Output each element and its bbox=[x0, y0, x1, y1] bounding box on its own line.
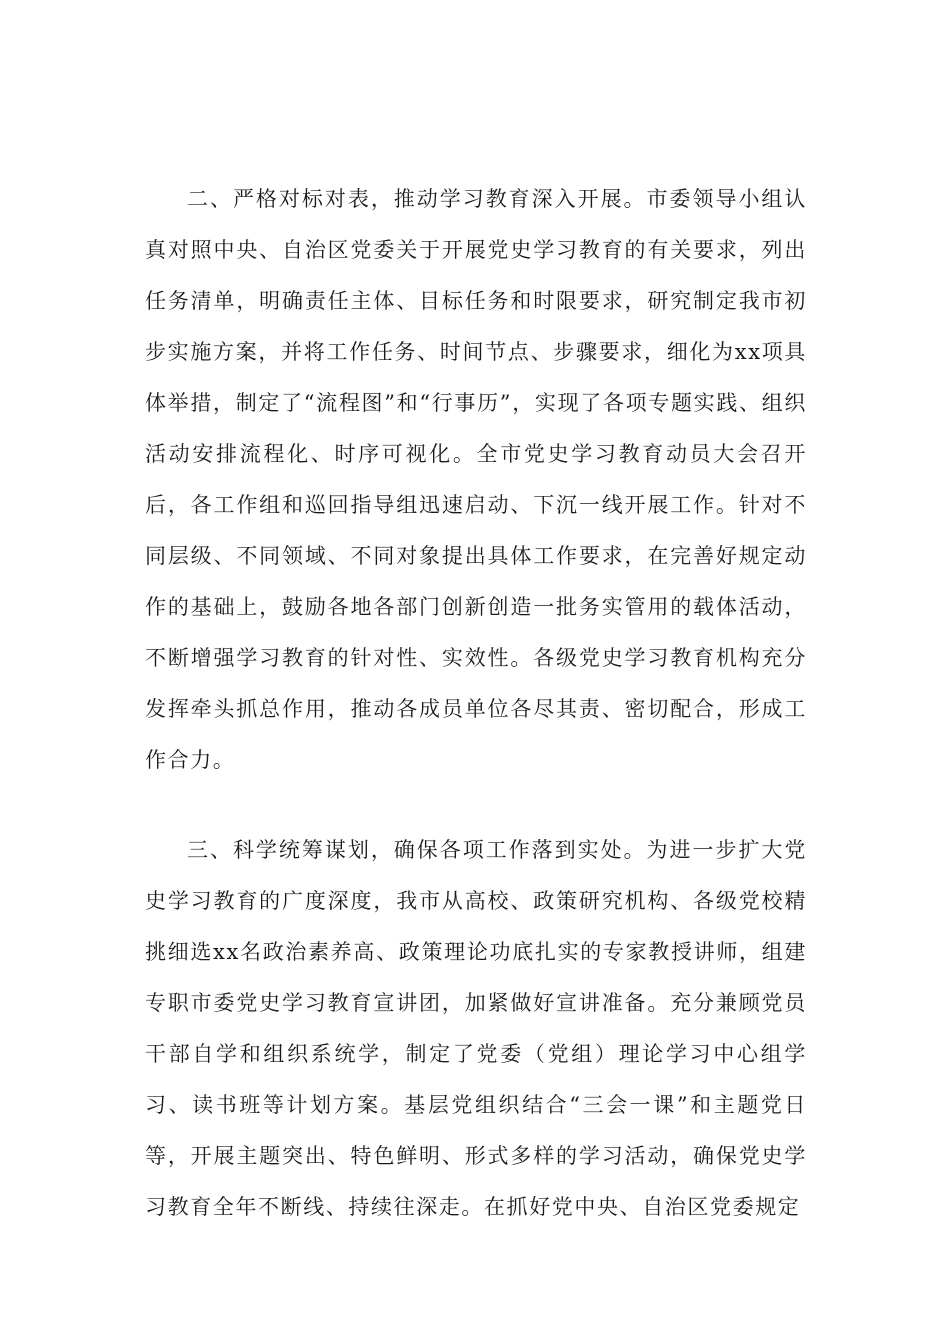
paragraph-section-three: 三、科学统筹谋划，确保各项工作落到实处。为进一步扩大党史学习教育的广度深度，我市从高校、政策研究机构、各级党校精挑细选xx名政治素养高、政策理论功底扎实的专家教授讲师，组建专职市委党史学习教育宣讲团，加紧做好宣讲准备。充分兼顾党员干部自学和组织系统学，制定了党委（党组）理论学习中心组学习、读书班等计划方案。基层党组织结合“三会一课”和主题党日等，开展主题突出、特色鲜明、形式多样的学习活动，确保党史学习教育全年不断线、持续往深走。在抓好党中央、自治区党委规定 bbox=[145, 838, 807, 1219]
paragraph-section-two: 二、严格对标对表，推动学习教育深入开展。市委领导小组认真对照中央、自治区党委关于开展党史学习教育的有关要求，列出任务清单，明确责任主体、目标任务和时限要求，研究制定我市初步实施方案，并将工作任务、时间节点、步骤要求，细化为xx项具体举措，制定了“流程图”和“行事历”，实现了各项专题实践、组织活动安排流程化、时序可视化。全市党史学习教育动员大会召开后，各工作组和巡回指导组迅速启动、下沉一线开展工作。针对不同层级、不同领域、不同对象提出具体工作要求，在完善好规定动作的基础上，鼓励各地各部门创新创造一批务实管用的载体活动，不断增强学习教育的针对性、实效性。各级党史学习教育机构充分发挥牵头抓总作用，推动各成员单位各尽其责、密切配合，形成工作合力。 bbox=[145, 187, 807, 772]
